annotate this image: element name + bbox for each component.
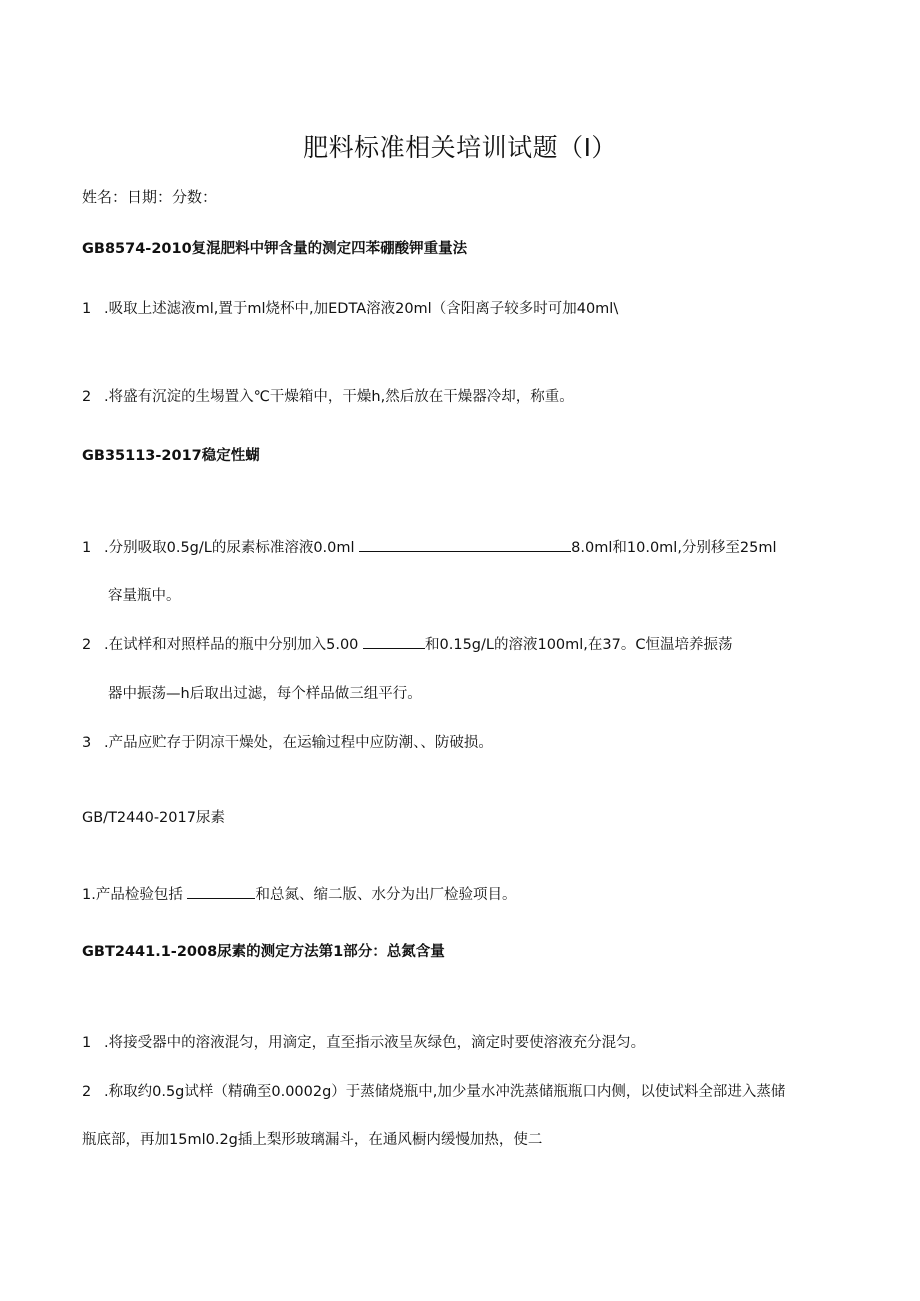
fill-blank[interactable] bbox=[359, 539, 571, 552]
document-title: 肥料标准相关培训试题（I） bbox=[303, 133, 617, 162]
section-heading-gb35113: GB35113-2017稳定性蝴 bbox=[82, 448, 260, 464]
question-text: 1.产品检验包括 bbox=[82, 887, 183, 903]
question-2-3 bbox=[82, 731, 493, 752]
question-4-2 bbox=[82, 1080, 785, 1101]
question-4-1 bbox=[82, 1031, 645, 1052]
question-text: .将盛有沉淀的生埸置入℃干燥箱中，干燥h,然后放在干燥器冷却，称重。 bbox=[104, 389, 574, 405]
question-number: 2 bbox=[82, 1084, 92, 1100]
header-fields: 姓名：日期：分数： bbox=[82, 188, 218, 206]
question-number: 1 bbox=[82, 1035, 92, 1051]
question-2-1-continuation: 容量瓶中。 bbox=[108, 588, 181, 604]
question-4-2-continuation: 瓶底部，再加15ml0.2g插上梨形玻璃漏斗，在通风橱内缓慢加热，使二 bbox=[82, 1132, 543, 1148]
fill-blank[interactable] bbox=[187, 886, 255, 899]
question-number: 1 bbox=[82, 301, 92, 317]
fill-blank[interactable] bbox=[363, 636, 425, 649]
question-2-1 bbox=[82, 536, 777, 557]
question-text: .在试样和对照样品的瓶中分别加入5.00 bbox=[104, 637, 359, 653]
question-text: .吸取上述滤液ml,置于ml烧杯中,加EDTA溶液20ml（含阳离子较多时可加40ml\ bbox=[104, 301, 619, 317]
question-number: 3 bbox=[82, 735, 92, 751]
section-heading-gb8574: GB8574-2010复混肥料中钾含量的测定四苯硼酸钾重量法 bbox=[82, 241, 468, 257]
question-number: 2 bbox=[82, 637, 92, 653]
question-number: 1 bbox=[82, 540, 92, 556]
question-text: .称取约0.5g试样（精确至0.0002g）于蒸储烧瓶中,加少量水冲洗蒸储瓶瓶口内侧，以使试料全部进入蒸储 bbox=[104, 1084, 786, 1100]
question-1-2 bbox=[82, 385, 574, 406]
question-text: 和总氮、缩二版、水分为出厂检验项目。 bbox=[255, 887, 517, 903]
question-3-1 bbox=[82, 883, 516, 904]
question-text: .分别吸取0.5g∕L的尿素标准溶液0.0ml bbox=[104, 540, 355, 556]
question-1-1 bbox=[82, 297, 618, 318]
question-text: .将接受器中的溶液混匀，用滴定，直至指示液呈灰绿色，滴定时要使溶液充分混匀。 bbox=[104, 1035, 646, 1051]
question-text: 8.0ml和10.0ml,分别移至25ml bbox=[571, 540, 777, 556]
section-heading-gbt2440: GB/T2440-2017尿素 bbox=[82, 810, 225, 826]
question-number: 2 bbox=[82, 389, 92, 405]
question-2-2-continuation: 器中振荡—h后取出过滤，每个样品做三组平行。 bbox=[108, 686, 422, 702]
question-text: 和0.15g∕L的溶液100ml,在37。C恒温培养振荡 bbox=[425, 637, 733, 653]
question-text: .产品应贮存于阴凉干燥处，在运输过程中应防潮、、防破损。 bbox=[104, 735, 493, 751]
question-2-2 bbox=[82, 633, 732, 654]
section-heading-gbt2441: GBT2441.1-2008尿素的测定方法第1部分：总氮含量 bbox=[82, 944, 445, 960]
